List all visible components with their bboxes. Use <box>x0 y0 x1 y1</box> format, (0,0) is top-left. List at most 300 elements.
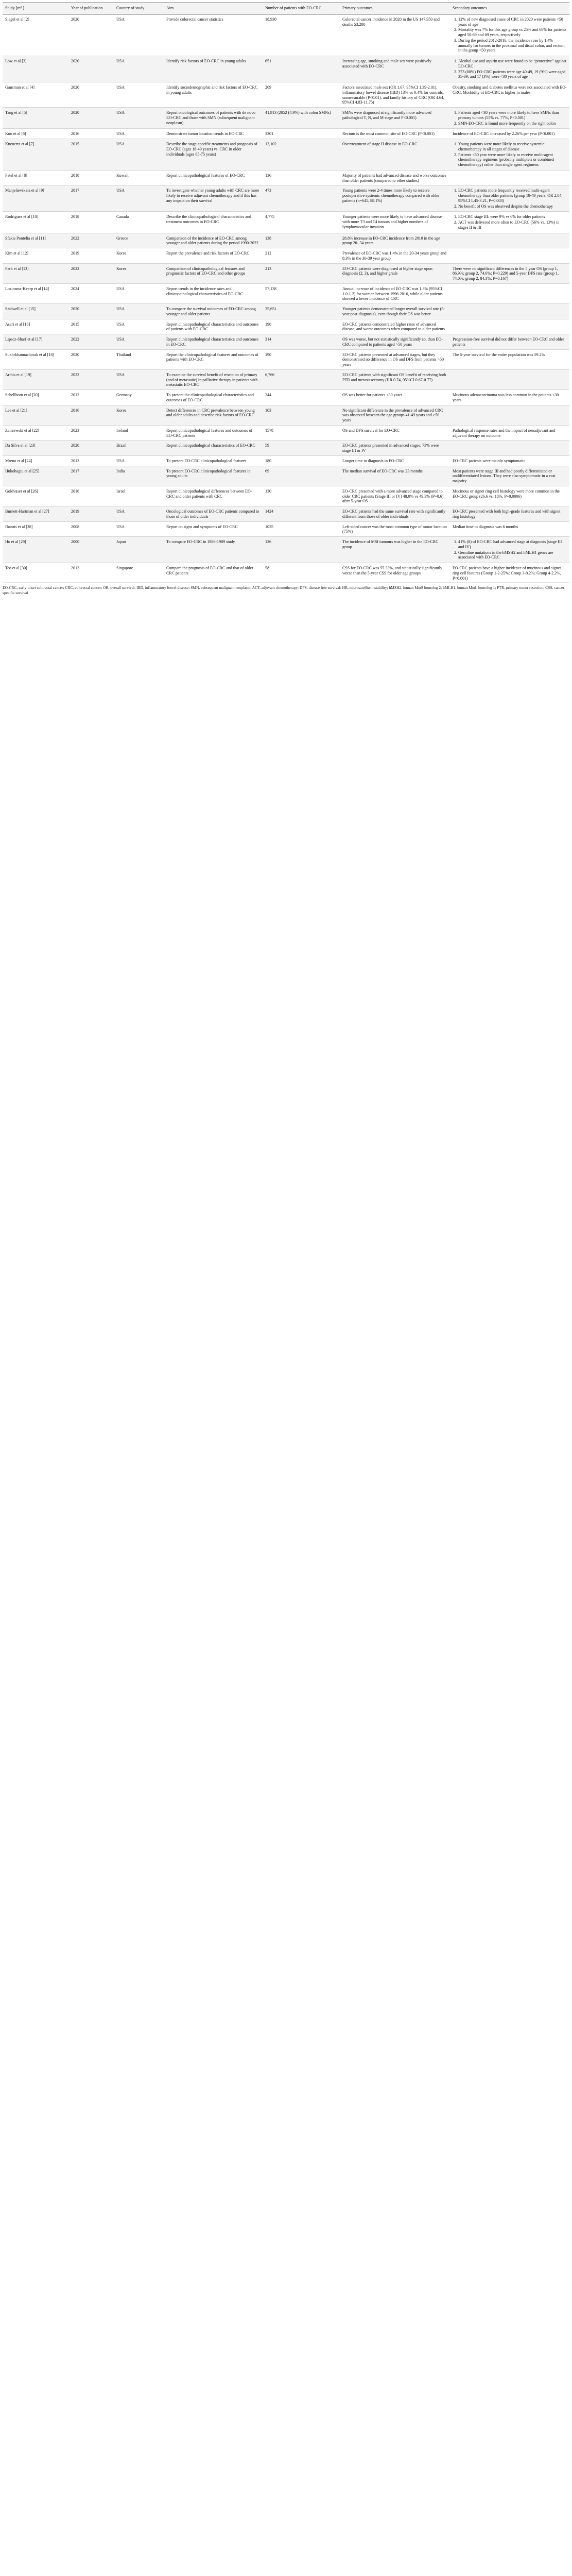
secondary-outcome-item: 1. EO-CRC stage III: were 9% vs 6% for older patients <box>458 214 567 219</box>
cell-country: Singapore <box>114 563 164 583</box>
primary-outcome-text: Majority of patients had advanced disease and worse outcomes than older patients (compared to other studies) <box>342 173 446 183</box>
cell-year: 2020 <box>68 14 114 56</box>
cell-study: Low et al [3] <box>3 56 68 82</box>
cell-country: India <box>114 466 164 486</box>
cell-year: 2020 <box>68 56 114 82</box>
cell-secondary-outcomes <box>450 129 569 139</box>
cell-year: 2020 <box>68 304 114 319</box>
cell-year: 2000 <box>68 537 114 563</box>
cell-country: Korea <box>114 263 164 283</box>
cell-patients: 180 <box>263 455 340 466</box>
cell-country: USA <box>114 82 164 108</box>
secondary-outcome-item: 2. Mortality was 7% for this age group vs 25% and 68% for patients aged 50-69 and 69 years, respectively <box>458 27 567 38</box>
secondary-outcome-text: Obesity, smoking and diabetes mellitus were not associated with EO-CRC. Morbidity of EO-CRC is higher in males <box>453 85 567 95</box>
table-row <box>3 319 569 334</box>
cell-year: 2016 <box>68 486 114 506</box>
primary-outcome-text: Longer time to diagnosis in EO-CRC <box>342 458 404 463</box>
table-footnote: EO-CRC, early-onset colorectal cancer; CRC, colorectal cancer; OR, overall survival; IBD, inflammatory bowel disease; SMN, subsequent malignant neoplasm; ACT, adjuvant chemotherapy; DFS, disease free survival; HR, microsatellite instability; hMSH2, human MutS homolog 2; hMLH1, human MutL homolog 1; PTR, primary tumor resection; CSS, cancer specific survival <box>3 585 564 595</box>
document-page <box>3 3 569 596</box>
cell-secondary-outcomes <box>450 263 569 283</box>
cell-patients: 1424 <box>263 506 340 522</box>
table-row <box>3 212 569 233</box>
cell-patients: 13,102 <box>263 139 340 171</box>
secondary-outcome-list <box>453 142 567 167</box>
cell-primary-outcomes <box>340 563 450 583</box>
cell-aim: To present the clinicopathological characteristics and outcomes of EO-CRC <box>164 390 263 405</box>
cell-aim: Describe the clinicopathological characteristics and treatment outcomes in EO-CRC <box>164 212 263 233</box>
cell-secondary-outcomes <box>450 56 569 82</box>
cell-country: USA <box>114 506 164 522</box>
cell-aim: Report clinicopathological characteristics of EO-CRC <box>164 440 263 456</box>
cell-year: 2023 <box>68 425 114 440</box>
cell-country: Brazil <box>114 440 164 456</box>
header-row <box>3 3 569 14</box>
cell-study: Gausman et al [4] <box>3 82 68 108</box>
secondary-outcome-item: 3. During the period 2012-2016, the incidence rose by 1.4% annually for tumors in the proximal and distal colon, and rectum, in the group <50 years <box>458 38 567 53</box>
secondary-outcome-text: Mucinous or signet ring cell histology were more common in the EO-CRC group (26.6 vs. 18%, P=0.0006) <box>453 488 560 499</box>
cell-study: Burnett-Hartman et al [27] <box>3 506 68 522</box>
cell-country: Israel <box>114 486 164 506</box>
cell-aim: Comparison of clinicopathological features and prognostic factors of EO-CRC and other groups <box>164 263 263 283</box>
secondary-outcome-text: Mucinous adenocarcinoma was less common in the patients <30 years <box>453 393 559 402</box>
table-row <box>3 129 569 139</box>
cell-study: Lozinsma-Kvarp et al [14] <box>3 283 68 303</box>
cell-aim: Report the clinicopathological features and outcomes of patients with EO-CRC <box>164 349 263 369</box>
header-primary-outcomes: Primary outcomes <box>340 3 450 14</box>
cell-study: Saidwell et al [15] <box>3 304 68 319</box>
cell-aim: Comparison of the incidence of EO-CRC among younger and older patients during the period 1990-2022 <box>164 233 263 248</box>
cell-year: 2020 <box>68 349 114 369</box>
cell-year: 2017 <box>68 185 114 212</box>
cell-year: 2016 <box>68 129 114 139</box>
cell-country: USA <box>114 304 164 319</box>
cell-patients: 190 <box>263 319 340 334</box>
cell-aim: Report clinicopathological differences between EO-CRC and older patients with CRC <box>164 486 263 506</box>
cell-patients: 4,775 <box>263 212 340 233</box>
secondary-outcome-item: 2. ACT was delivered more often to EO-CRC (56% vs. 13%) in stages II & III <box>458 220 567 230</box>
table-row <box>3 405 569 425</box>
cell-country: Greece <box>114 233 164 248</box>
cell-primary-outcomes <box>340 263 450 283</box>
cell-patients: 473 <box>263 185 340 212</box>
cell-aim: Compare the prognosis of EO-CRC and that of older CRC patients <box>164 563 263 583</box>
cell-primary-outcomes <box>340 440 450 456</box>
primary-outcome-text: Overtreatment of stage II disease in EO-CRC <box>342 142 418 146</box>
primary-outcome-text: Younger patients demonstrated longer overall survival rate (5-year post-diagnosis), even though their OS was better <box>342 307 445 316</box>
secondary-outcome-item: 1. Patients aged <30 years were more likely to have SMNs than primary tumors (55% vs. 77%, P<0.001) <box>458 110 567 121</box>
cell-patients: 651 <box>263 56 340 82</box>
secondary-outcome-text: Incidence of EO-CRC increased by 2.26% per year (P<0.001) <box>453 131 555 137</box>
primary-outcome-text: Prevalence of EO-CRC was 1.4% in the 20-34 years group and 8.3% in the 30-39 year group <box>342 251 446 261</box>
primary-outcome-text: EO-CRC patients were diagnosed at higher stage upon diagnosis (2, 3), and higher grade <box>342 266 432 276</box>
cell-secondary-outcomes <box>450 537 569 563</box>
primary-outcome-text: Colorectal cancer incidence in 2020 in the US 147,950 and deaths 53,200 <box>342 16 440 27</box>
cell-aim: To examine the survival benefit of resection of primary (and of metastatic) in palliative therapy in patients with metastatic EO-CRC <box>164 369 263 389</box>
table-row <box>3 14 569 56</box>
cell-aim: Report trends in the incidence rates and clinicopathological characteristics of EO-CRC <box>164 283 263 303</box>
cell-year: 2020 <box>68 108 114 129</box>
cell-study: Sfakis Pontelia et al [11] <box>3 233 68 248</box>
cell-aim: Detect differences in CRC prevalence between young and older adults and describe risk factors of EO-CRC <box>164 405 263 425</box>
cell-aim: Report clinicopathological characteristics and outcomes of patients with EO-CRC <box>164 319 263 334</box>
cell-country: Thailand <box>114 349 164 369</box>
cell-secondary-outcomes <box>450 304 569 319</box>
cell-study: Park et al [13] <box>3 263 68 283</box>
cell-study: Tang et al [5] <box>3 108 68 129</box>
cell-country: USA <box>114 455 164 466</box>
cell-secondary-outcomes <box>450 108 569 129</box>
cell-secondary-outcomes <box>450 212 569 233</box>
cell-primary-outcomes <box>340 304 450 319</box>
studies-table <box>3 3 569 583</box>
secondary-outcome-list <box>453 17 567 53</box>
cell-patients: 213 <box>263 263 340 283</box>
cell-aim: To investigate whether young adults with CRC are more likely to receive adjuvant chemotherapy and if this has any impact on their survival <box>164 185 263 212</box>
cell-primary-outcomes <box>340 349 450 369</box>
table-row <box>3 506 569 522</box>
cell-secondary-outcomes <box>450 486 569 506</box>
cell-aim: Identify risk factors of EO-CRC in young adults <box>164 56 263 82</box>
table-row <box>3 455 569 466</box>
primary-outcome-text: The median survival of EO-CRC was 23 months <box>342 468 423 473</box>
cell-secondary-outcomes <box>450 563 569 583</box>
secondary-outcome-text: EO-CRC patients were mainly symptomatic <box>453 458 526 463</box>
cell-secondary-outcomes <box>450 369 569 389</box>
cell-patients: 35,651 <box>263 304 340 319</box>
primary-outcome-text: OS and DFS survival for EO-CRC <box>342 428 400 433</box>
cell-year: 2022 <box>68 233 114 248</box>
secondary-outcome-item: 1. 41% (8) of EO-CRC had advanced stage at diagnosis (stage III and IV) <box>458 539 567 550</box>
secondary-outcome-list <box>453 214 567 230</box>
cell-aim: Oncological outcomes of EO-CRC patients compared to those of older individuals <box>164 506 263 522</box>
table-row <box>3 56 569 82</box>
cell-primary-outcomes <box>340 334 450 350</box>
primary-outcome-text: Increasing age, smoking and male sex were positively associated with EO-CRC <box>342 59 431 69</box>
cell-study: Asari et al [16] <box>3 319 68 334</box>
cell-secondary-outcomes <box>450 185 569 212</box>
cell-year: 2016 <box>68 405 114 425</box>
secondary-outcome-item: 2. 373 (00%) EO-CRC patients were age 40-49, 19 (9%) were aged 35-39, and 17 (3%) were <30 years of age <box>458 70 567 80</box>
primary-outcome-text: SMNs were diagnosed at significantly more advanced pathological T, N, and M stage and P<0.001) <box>342 110 431 120</box>
cell-study: Kim et al [12] <box>3 248 68 264</box>
cell-country: Korea <box>114 405 164 425</box>
cell-patients: 3301 <box>263 129 340 139</box>
header-study: Study [ref.] <box>3 3 68 14</box>
cell-study: Kneuertz et al [7] <box>3 139 68 171</box>
cell-patients: 6,766 <box>263 369 340 389</box>
cell-patients: 314 <box>263 334 340 350</box>
cell-aim: To compare the survival outcomes of EO-CRC among younger and older patients <box>164 304 263 319</box>
cell-aim: Demonstrate tumor location trends in EO-CRC <box>164 129 263 139</box>
secondary-outcome-text: There were no significant differences in the 5 year OS (group 1, 86.9%; group 2, 74.6%; P=0.229) and 5-year DFS rate (group 1, 74.0%; group 2, 84.3%; P=0.167) <box>453 266 559 281</box>
table-row <box>3 334 569 350</box>
secondary-outcome-item: 1. 12% of new diagnosed cases of CRC in 2020 were patients <50 years of age <box>458 17 567 27</box>
cell-secondary-outcomes <box>450 170 569 185</box>
cell-patients: 57,138 <box>263 283 340 303</box>
cell-study: Patel et al [8] <box>3 170 68 185</box>
cell-primary-outcomes <box>340 537 450 563</box>
table-row <box>3 139 569 171</box>
cell-primary-outcomes <box>340 521 450 537</box>
cell-patients: 244 <box>263 390 340 405</box>
cell-country: USA <box>114 319 164 334</box>
cell-year: 2013 <box>68 563 114 583</box>
primary-outcome-text: Rectum is the most common site of EO-CRC (P<0.001) <box>342 131 435 137</box>
cell-primary-outcomes <box>340 425 450 440</box>
cell-aim: To compare EO-CRC in 1986-1989 study <box>164 537 263 563</box>
table-row <box>3 108 569 129</box>
table-row <box>3 563 569 583</box>
cell-primary-outcomes <box>340 405 450 425</box>
cell-study: Da Silva et al [23] <box>3 440 68 456</box>
cell-year: 2015 <box>68 319 114 334</box>
secondary-outcome-text: Median time to diagnosis was 6 months <box>453 524 518 529</box>
cell-patients: 59 <box>263 440 340 456</box>
cell-year: 2022 <box>68 334 114 350</box>
cell-country: USA <box>114 369 164 389</box>
cell-study: Ho et al [29] <box>3 537 68 563</box>
table-row <box>3 466 569 486</box>
cell-secondary-outcomes <box>450 248 569 264</box>
cell-secondary-outcomes <box>450 334 569 350</box>
cell-year: 2020 <box>68 82 114 108</box>
secondary-outcome-list <box>453 188 567 209</box>
cell-primary-outcomes <box>340 212 450 233</box>
cell-study: Rodriguez et al [10] <box>3 212 68 233</box>
cell-primary-outcomes <box>340 185 450 212</box>
secondary-outcome-item: 2. Patients <50 year were more likely to receive multi-agent chemotherapy regimens (probably multiplets or combined chemotherapy) rather than single agent regimens <box>458 152 567 167</box>
cell-country: USA <box>114 129 164 139</box>
cell-aim: Identify sociodemographic and risk factors of EO-CRC in young adults <box>164 82 263 108</box>
secondary-outcome-list <box>453 59 567 79</box>
cell-study: Lee et al [21] <box>3 405 68 425</box>
header-secondary-outcomes: Secondary outcomes <box>450 3 569 14</box>
primary-outcome-text: EO-CRC presented with a more advanced stage compared to older CRC patients (Stage III or IV) 48.0% vs 49.3% (P=0.6) after 5-year OS <box>342 488 444 504</box>
table-row <box>3 185 569 212</box>
primary-outcome-text: Young patients were 2-4 times more likely to receive postoperative systemic chemotherapy compared with older patients (n=645, 88.1%) <box>342 188 440 203</box>
cell-secondary-outcomes <box>450 506 569 522</box>
cell-year: 2012 <box>68 390 114 405</box>
cell-patients: 130 <box>263 486 340 506</box>
cell-primary-outcomes <box>340 108 450 129</box>
cell-year: 2017 <box>68 466 114 486</box>
cell-country: Korea <box>114 248 164 264</box>
cell-secondary-outcomes <box>450 440 569 456</box>
cell-patients: 126 <box>263 537 340 563</box>
cell-aim: Report clinicopathological features of EO-CRC <box>164 170 263 185</box>
primary-outcome-text: Younger patients were more likely to have advanced disease with more T3 and T4 tumors and higher numbers of lymphovascular invasion <box>342 214 442 229</box>
table-row <box>3 304 569 319</box>
cell-primary-outcomes <box>340 14 450 56</box>
cell-study: Manjelievskaia et al [9] <box>3 185 68 212</box>
cell-secondary-outcomes <box>450 455 569 466</box>
cell-secondary-outcomes <box>450 283 569 303</box>
table-row <box>3 425 569 440</box>
cell-aim: Report the prevalence and risk factors of EO-CRC <box>164 248 263 264</box>
primary-outcome-text: Annual increase of incidence of EO-CRC was 1.3% (95%CI 1.0-1.2) for women between 1996-2016, while older patients showed a lower incidence of CRC <box>342 286 443 301</box>
cell-study: Lipscz-Sharf et al [17] <box>3 334 68 350</box>
secondary-outcome-item: 1. Young patients were more likely to receive systemic chemotherapy in all stages of disease <box>458 142 567 152</box>
cell-study: Mreno et al [24] <box>3 455 68 466</box>
table-body <box>3 14 569 583</box>
secondary-outcome-text: Progression-free survival did not differ between EO-CRC and older patients <box>453 337 564 347</box>
primary-outcome-text: 28.8% increase in EO-CRC incidence from 2010 in the age group 20- 34 years <box>342 235 440 246</box>
table-row <box>3 233 569 248</box>
cell-aim: To present EO-CRC clinicopathological features in young adults <box>164 466 263 486</box>
cell-primary-outcomes <box>340 506 450 522</box>
table-row <box>3 440 569 456</box>
cell-country: USA <box>114 108 164 129</box>
cell-country: USA <box>114 334 164 350</box>
cell-country: USA <box>114 139 164 171</box>
cell-patients: 212 <box>263 248 340 264</box>
cell-country: USA <box>114 283 164 303</box>
cell-patients: 1025 <box>263 521 340 537</box>
cell-secondary-outcomes <box>450 521 569 537</box>
secondary-outcome-text: EO-CRC presented with both high-grade features and with signet ring histology <box>453 509 561 519</box>
secondary-outcome-item: 1. EO-CRC patients more frequently received multi-agent chemotherapy than older patients (group 18-49 years, OR 2.84, 95%CI 1.45-3.21, P=0.003) <box>458 188 567 203</box>
cell-aim: Report on signs and symptoms of EO-CRC <box>164 521 263 537</box>
cell-year: 2019 <box>68 506 114 522</box>
secondary-outcome-item: 1. Alcohol use and aspirin use were found to be “protective” against EO-CRC <box>458 59 567 69</box>
cell-secondary-outcomes <box>450 82 569 108</box>
primary-outcome-text: Factors associated male sex (OR 1.67, 95%CI 1.39-2.01), inflammatory bowel disease (IBD) 13% vs 0.4% for controls, unmeasurable (P<0.01), and family history of CRC (OR 4.64, 95%CI 4.83-11.75) <box>342 85 444 105</box>
cell-aim: Report oncological outcomes of patients with de novo EO-CRC and those with SMN (subsequent malignant neoplasm) <box>164 108 263 129</box>
cell-country: USA <box>114 14 164 56</box>
table-row <box>3 248 569 264</box>
cell-study: Teo et al [30] <box>3 563 68 583</box>
cell-patients: 138 <box>263 233 340 248</box>
cell-primary-outcomes <box>340 319 450 334</box>
header-year: Year of publication <box>68 3 114 14</box>
cell-patients: 103 <box>263 405 340 425</box>
cell-study: Zalizewski et al [22] <box>3 425 68 440</box>
cell-study: Arthis et al [19] <box>3 369 68 389</box>
cell-country: Germany <box>114 390 164 405</box>
cell-primary-outcomes <box>340 82 450 108</box>
primary-outcome-text: OS was better for patients <30 years <box>342 393 403 397</box>
table-row <box>3 390 569 405</box>
primary-outcome-text: EO-CRC patients presented at advanced stages, but they demonstrated no difference in OS and DFS from patients >50 years <box>342 352 444 367</box>
primary-outcome-text: Left-sided cancer was the most common type of tumor location (75%) <box>342 524 447 534</box>
cell-year: 2022 <box>68 369 114 389</box>
cell-year: 2019 <box>68 248 114 264</box>
cell-country: Japan <box>114 537 164 563</box>
cell-year: 2013 <box>68 455 114 466</box>
cell-patients: 269 <box>263 82 340 108</box>
primary-outcome-text: EO-CRC patients with significant OS benefit of receiving both PTR and metastasectomy (HR 0.74, 95%CI 0.67-0.77) <box>342 372 446 382</box>
secondary-outcome-item: 2. No benefit of OS was observed despite the chemotherapy <box>458 204 567 209</box>
table-row <box>3 263 569 283</box>
cell-secondary-outcomes <box>450 349 569 369</box>
table-header <box>3 3 569 14</box>
cell-primary-outcomes <box>340 466 450 486</box>
secondary-outcome-text: Most patients were stage III and had poorly differentiated or undifferentiated lesions. They were also symptomatic in a vast majority <box>453 468 556 483</box>
cell-primary-outcomes <box>340 283 450 303</box>
cell-patients: 136 <box>263 170 340 185</box>
secondary-outcome-item: 2. SMN-EO-CRC is found more frequently on the right colon <box>458 121 567 126</box>
cell-year: 2008 <box>68 521 114 537</box>
cell-patients: 18,930 <box>263 14 340 56</box>
cell-primary-outcomes <box>340 390 450 405</box>
cell-country: USA <box>114 56 164 82</box>
cell-aim: Report clinicopathological features and outcomes of EO-CRC patients <box>164 425 263 440</box>
header-patients: Number of patients with EO-CRC <box>263 3 340 14</box>
cell-patients: 58 <box>263 563 340 583</box>
cell-secondary-outcomes <box>450 405 569 425</box>
secondary-outcome-text: EO-CRC patients have a higher incidence of mucinous and signet ring cell features (Group 1-2-25%; Group 3-0.2%; Group 4-2.2%, P<0.001) <box>453 566 561 581</box>
table-row <box>3 521 569 537</box>
cell-primary-outcomes <box>340 170 450 185</box>
table-row <box>3 537 569 563</box>
cell-study: Dozois et al [28] <box>3 521 68 537</box>
cell-year: 2022 <box>68 263 114 283</box>
cell-year: 2024 <box>68 283 114 303</box>
primary-outcome-text: No significant difference in the prevalence of advanced CRC was observed between the age groups 41-49 years and >50 years <box>342 408 443 422</box>
primary-outcome-text: EO-CRC patients demonstrated higher rates of advanced disease, and worse outcomes when compared to older patients <box>342 321 445 332</box>
cell-aim: To present EO-CRC clinicopathological features <box>164 455 263 466</box>
cell-secondary-outcomes <box>450 425 569 440</box>
cell-year: 2015 <box>68 139 114 171</box>
primary-outcome-text: OS was worse, but not statistically significantly so, than EO-CRC compared to patients aged >50 years <box>342 337 443 347</box>
cell-secondary-outcomes <box>450 233 569 248</box>
cell-primary-outcomes <box>340 248 450 264</box>
cell-country: USA <box>114 521 164 537</box>
secondary-outcome-item: 2. Germline mutations in the hMSH2 and hMLH1 genes are associated with EO-CRC <box>458 550 567 561</box>
cell-country: Canada <box>114 212 164 233</box>
table-row <box>3 170 569 185</box>
cell-primary-outcomes <box>340 233 450 248</box>
primary-outcome-text: EO-CRC patients presented in advanced stages: 73% were stage III or IV <box>342 443 439 453</box>
cell-patients: 41,913 (2052 (4.9%) with colon SMNs) <box>263 108 340 129</box>
cell-country: USA <box>114 185 164 212</box>
cell-secondary-outcomes <box>450 14 569 56</box>
cell-study: Kuo et al [6] <box>3 129 68 139</box>
secondary-outcome-list <box>453 539 567 560</box>
cell-study: Goldvaser et al [26] <box>3 486 68 506</box>
secondary-outcome-text: The 5-year survival for the entire population was 59.2% <box>453 352 545 357</box>
cell-year: 2020 <box>68 440 114 456</box>
cell-study: Sukhrkhannachorak et al [18] <box>3 349 68 369</box>
table-row <box>3 349 569 369</box>
cell-primary-outcomes <box>340 455 450 466</box>
cell-primary-outcomes <box>340 486 450 506</box>
cell-year: 2018 <box>68 212 114 233</box>
cell-aim: Provide colorectal cancer statistics <box>164 14 263 56</box>
cell-country: Kuwait <box>114 170 164 185</box>
cell-primary-outcomes <box>340 56 450 82</box>
cell-study: Schellhorn et al [20] <box>3 390 68 405</box>
cell-study: Hukohagiu et al [25] <box>3 466 68 486</box>
table-row <box>3 82 569 108</box>
table-row <box>3 369 569 389</box>
cell-primary-outcomes <box>340 139 450 171</box>
secondary-outcome-text: Pathological response rates and the impact of neoadjuvant and adjuvant therapy on outcome <box>453 428 556 438</box>
cell-patients: 190 <box>263 349 340 369</box>
cell-aim: Describe the stage-specific treatments and prognosis of EO-CRC (ages 18-49 years) vs. CRC in older individuals (ages 65-75 years) <box>164 139 263 171</box>
cell-patients: 1578 <box>263 425 340 440</box>
cell-primary-outcomes <box>340 129 450 139</box>
table-row <box>3 486 569 506</box>
secondary-outcome-list <box>453 110 567 126</box>
cell-year: 2018 <box>68 170 114 185</box>
cell-secondary-outcomes <box>450 319 569 334</box>
cell-secondary-outcomes <box>450 466 569 486</box>
cell-study: Siegel et al [2] <box>3 14 68 56</box>
header-aim: Aim <box>164 3 263 14</box>
cell-secondary-outcomes <box>450 139 569 171</box>
cell-patients: 69 <box>263 466 340 486</box>
